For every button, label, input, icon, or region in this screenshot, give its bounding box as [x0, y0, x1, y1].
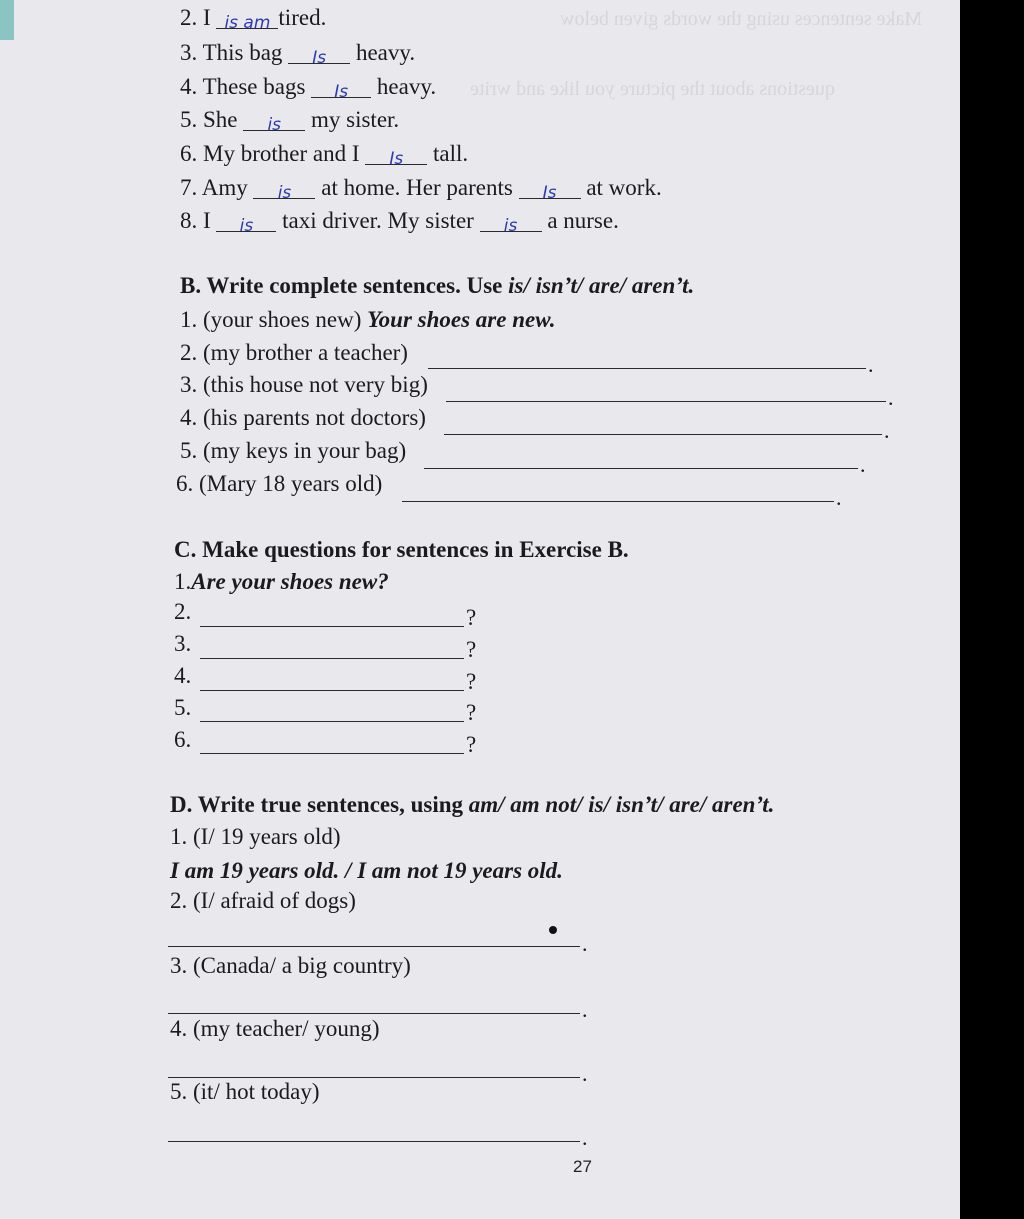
answer-line[interactable] — [200, 658, 464, 659]
binder-edge — [0, 0, 14, 40]
answer-line[interactable] — [428, 368, 866, 369]
exercise-b-item-6: 6. (Mary 18 years old) — [176, 471, 383, 496]
question-mark: ? — [466, 732, 477, 757]
answer-line[interactable] — [168, 1013, 580, 1014]
period: . — [860, 452, 866, 477]
exercise-b-item-2: 2. (my brother a teacher) — [180, 340, 408, 365]
bleed-through-text: Make sentences using the words given below — [560, 8, 923, 30]
exercise-d-example-answer: I am 19 years old. / I am not 19 years old. — [170, 858, 563, 883]
exercise-a-item-4: 4. These bags Is heavy. — [180, 74, 437, 102]
answer-line[interactable] — [200, 721, 464, 722]
answer-line[interactable] — [424, 468, 858, 469]
period: . — [868, 352, 874, 377]
exercise-d-item-4: 4. (my teacher/ young) — [170, 1016, 380, 1041]
exercise-a-item-3: 3. This bag Is heavy. — [180, 40, 416, 68]
exercise-c-item-6: 6. — [174, 727, 192, 752]
exercise-b-example: 1. (your shoes new) Your shoes are new. — [180, 307, 556, 332]
exercise-c-item-5: 5. — [174, 695, 192, 720]
exercise-b-item-5: 5. (my keys in your bag) — [180, 438, 407, 463]
answer-line[interactable] — [200, 753, 464, 754]
question-mark: ? — [466, 637, 477, 662]
answer-blank[interactable]: is am — [216, 6, 278, 29]
answer-blank[interactable]: Is — [365, 142, 427, 165]
answer-blank[interactable]: Is — [519, 176, 581, 199]
exercise-b-item-4: 4. (his parents not doctors) — [180, 405, 426, 430]
exercise-d-example-prompt: 1. (I/ 19 years old) — [170, 824, 341, 849]
period: . — [836, 485, 842, 510]
question-mark: ? — [466, 605, 477, 630]
exercise-b-item-3: 3. (this house not very big) — [180, 372, 428, 397]
exercise-c-item-4: 4. — [174, 663, 192, 688]
exercise-d-heading: D. Write true sentences, using am/ am not/ is/ isn’t/ are/ aren’t. — [170, 792, 775, 817]
answer-line[interactable] — [402, 501, 834, 502]
period: . — [884, 418, 890, 443]
answer-line[interactable] — [446, 401, 886, 402]
question-mark: ? — [466, 669, 477, 694]
bleed-through-text: questions about the picture you like and write — [470, 78, 835, 100]
period: . — [582, 931, 588, 956]
period: . — [888, 385, 894, 410]
answer-blank[interactable]: is — [253, 176, 315, 199]
exercise-d-item-3: 3. (Canada/ a big country) — [170, 953, 411, 978]
exercise-c-item-2: 2. — [174, 599, 192, 624]
exercise-c-heading: C. Make questions for sentences in Exercise B. — [174, 537, 629, 562]
exercise-c-item-3: 3. — [174, 631, 192, 656]
period: . — [582, 1061, 588, 1086]
exercise-a-item-5: 5. She is my sister. — [180, 107, 400, 135]
answer-blank[interactable]: Is — [311, 75, 371, 98]
answer-line[interactable] — [200, 626, 464, 627]
period: . — [582, 997, 588, 1022]
answer-line[interactable] — [200, 690, 464, 691]
answer-line[interactable] — [168, 946, 580, 947]
exercise-a-item-6: 6. My brother and I Is tall. — [180, 141, 469, 169]
exercise-a-item-8: 8. I is taxi driver. My sister is a nurse. — [180, 208, 619, 236]
answer-blank[interactable]: is — [243, 108, 305, 131]
exercise-d-item-5: 5. (it/ hot today) — [170, 1079, 320, 1104]
page-number: 27 — [573, 1157, 592, 1176]
answer-blank[interactable]: is — [480, 209, 542, 232]
answer-blank[interactable]: Is — [288, 41, 350, 64]
answer-line[interactable] — [168, 1141, 580, 1142]
answer-line[interactable] — [444, 434, 882, 435]
exercise-a-item-7: 7. Amy is at home. Her parents Is at work. — [180, 175, 662, 203]
question-mark: ? — [466, 700, 477, 725]
exercise-c-example: 1.Are your shoes new? — [174, 569, 389, 594]
period: . — [582, 1125, 588, 1150]
exercise-a-item-2: 2. I is am tired. — [180, 5, 327, 33]
ink-dot — [549, 926, 557, 934]
exercise-b-heading: B. Write complete sentences. Use is/ isn’t/ are/ aren’t. — [180, 273, 695, 298]
exercise-d-item-2: 2. (I/ afraid of dogs) — [170, 888, 356, 913]
answer-line[interactable] — [168, 1077, 580, 1078]
answer-blank[interactable]: is — [216, 209, 276, 232]
